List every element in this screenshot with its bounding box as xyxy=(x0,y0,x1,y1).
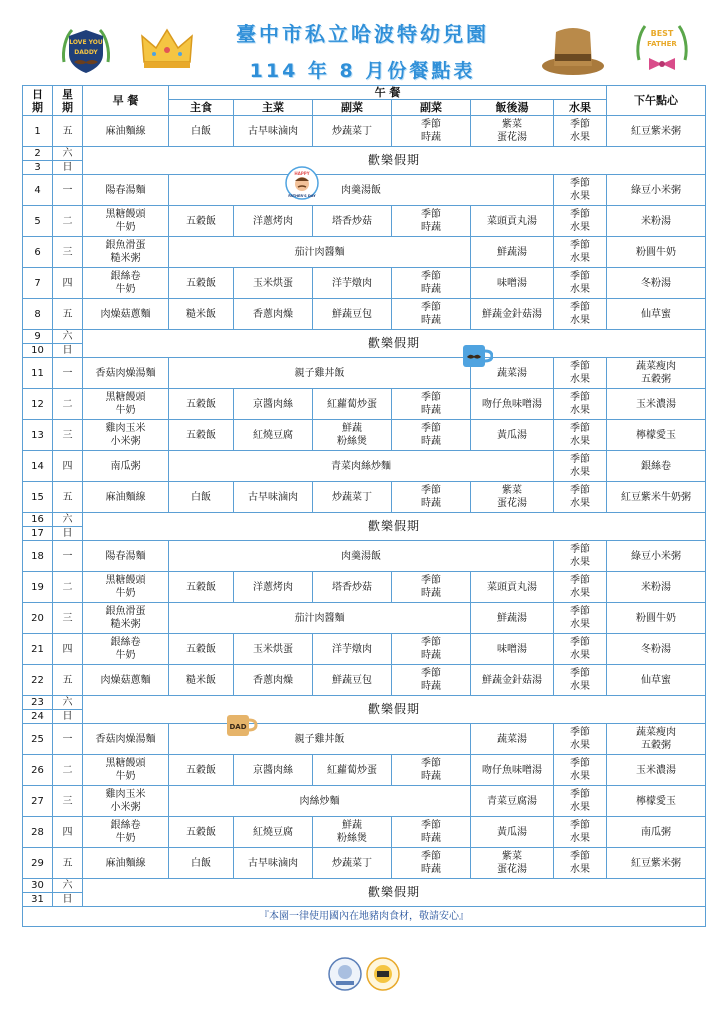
weekday-cell: 一 xyxy=(53,358,83,389)
holiday-row xyxy=(23,147,706,161)
side-dish-cell: 塔香炒菇 xyxy=(313,572,392,603)
snack-cell: 玉米濃湯 xyxy=(607,389,706,420)
side-dish-cell: 炒蔬菜丁 xyxy=(313,116,392,147)
soup-cell: 青菜豆腐湯 xyxy=(471,786,554,817)
lunch-combined-cell: 肉羹湯飯 xyxy=(169,175,554,206)
soup-cell: 鮮蔬湯 xyxy=(471,237,554,268)
breakfast-cell: 銀魚滑蛋 糙米粥 xyxy=(83,237,169,268)
date-cell: 24 xyxy=(23,710,53,724)
date-cell: 10 xyxy=(23,344,53,358)
snack-cell: 綠豆小米粥 xyxy=(607,541,706,572)
page-title: 114 年 8 月份餐點表 xyxy=(249,60,476,82)
meal-row xyxy=(23,206,706,237)
weekday-cell: 三 xyxy=(53,786,83,817)
fruit-cell: 季節 水果 xyxy=(554,724,607,755)
weekday-cell: 五 xyxy=(53,665,83,696)
soup-cell: 黃瓜湯 xyxy=(471,420,554,451)
lunch-combined-cell: 青菜肉絲炒麵 xyxy=(169,451,554,482)
meal-row xyxy=(23,572,706,603)
snack-cell: 玉米濃湯 xyxy=(607,755,706,786)
svg-text:DAD: DAD xyxy=(229,723,247,731)
fruit-cell: 季節 水果 xyxy=(554,603,607,634)
side-dish-cell: 紅蘿蔔炒蛋 xyxy=(313,389,392,420)
date-cell: 20 xyxy=(23,603,53,634)
school-name: 臺中市私立哈波特幼兒園 xyxy=(236,22,489,46)
fruit-cell: 季節 水果 xyxy=(554,665,607,696)
side-dish-cell: 炒蔬菜丁 xyxy=(313,482,392,513)
date-cell: 27 xyxy=(23,786,53,817)
fruit-cell: 季節 水果 xyxy=(554,420,607,451)
quality-seal-icon xyxy=(366,957,400,991)
side-dish-cell: 鮮蔬 粉絲煲 xyxy=(313,817,392,848)
fruit-cell: 季節 水果 xyxy=(554,817,607,848)
staple-header: 主食 xyxy=(169,100,234,116)
fruit-cell: 季節 水果 xyxy=(554,786,607,817)
weekday-cell: 二 xyxy=(53,389,83,420)
footer-note: 『本園一律使用國內在地豬肉食材，敬請安心』 xyxy=(23,907,706,927)
weekday-cell: 日 xyxy=(53,344,83,358)
date-cell: 22 xyxy=(23,665,53,696)
weekday-cell: 日 xyxy=(53,161,83,175)
svg-text:DADDY: DADDY xyxy=(74,49,98,56)
snack-cell: 檸檬愛玉 xyxy=(607,420,706,451)
fruit-cell: 季節 水果 xyxy=(554,237,607,268)
breakfast-cell: 麻油麵線 xyxy=(83,482,169,513)
weekday-cell: 二 xyxy=(53,572,83,603)
side-dish-cell: 紅蘿蔔炒蛋 xyxy=(313,755,392,786)
fruit-cell: 季節 水果 xyxy=(554,634,607,665)
weekday-cell: 四 xyxy=(53,634,83,665)
main-dish-cell: 香蔥肉燥 xyxy=(234,665,313,696)
soup-cell: 鮮蔬湯 xyxy=(471,603,554,634)
main-dish-cell: 香蔥肉燥 xyxy=(234,299,313,330)
staple-cell: 五穀飯 xyxy=(169,389,234,420)
weekday-cell: 六 xyxy=(53,147,83,161)
date-cell: 18 xyxy=(23,541,53,572)
meal-row xyxy=(23,299,706,330)
side-dish-cell: 鮮蔬 粉絲煲 xyxy=(313,420,392,451)
main-dish-cell: 京醬肉絲 xyxy=(234,755,313,786)
meal-row xyxy=(23,116,706,147)
side-dish-2-cell: 季節 時蔬 xyxy=(392,116,471,147)
date-cell: 8 xyxy=(23,299,53,330)
meal-row xyxy=(23,634,706,665)
soup-cell: 吻仔魚味噌湯 xyxy=(471,755,554,786)
snack-header: 下午點心 xyxy=(607,86,706,116)
staple-cell: 白飯 xyxy=(169,482,234,513)
fruit-cell: 季節 水果 xyxy=(554,482,607,513)
meal-row xyxy=(23,541,706,572)
snack-cell: 蔬菜瘦肉 五穀粥 xyxy=(607,358,706,389)
weekday-cell: 六 xyxy=(53,330,83,344)
snack-cell: 紅豆紫米粥 xyxy=(607,848,706,879)
meal-row xyxy=(23,724,706,755)
date-cell: 7 xyxy=(23,268,53,299)
date-cell: 13 xyxy=(23,420,53,451)
meal-table xyxy=(22,85,706,927)
breakfast-cell: 銀絲卷 牛奶 xyxy=(83,634,169,665)
main-dish-cell: 玉米烘蛋 xyxy=(234,268,313,299)
holiday-row xyxy=(23,879,706,893)
date-cell: 16 xyxy=(23,513,53,527)
soup-cell: 味噌湯 xyxy=(471,268,554,299)
meal-row xyxy=(23,755,706,786)
breakfast-cell: 銀絲卷 牛奶 xyxy=(83,268,169,299)
soup-cell: 菜頭貢丸湯 xyxy=(471,572,554,603)
date-cell: 30 xyxy=(23,879,53,893)
main-dish-cell: 紅燒豆腐 xyxy=(234,420,313,451)
main-dish-cell: 古早味滷肉 xyxy=(234,848,313,879)
date-cell: 23 xyxy=(23,696,53,710)
date-cell: 1 xyxy=(23,116,53,147)
weekday-cell: 日 xyxy=(53,710,83,724)
breakfast-cell: 黑糖饅頭 牛奶 xyxy=(83,206,169,237)
date-cell: 15 xyxy=(23,482,53,513)
snack-cell: 綠豆小米粥 xyxy=(607,175,706,206)
meal-row xyxy=(23,451,706,482)
meal-row xyxy=(23,603,706,634)
soup-cell: 吻仔魚味噌湯 xyxy=(471,389,554,420)
snack-cell: 仙草蜜 xyxy=(607,299,706,330)
main-dish-cell: 京醬肉絲 xyxy=(234,389,313,420)
date-cell: 11 xyxy=(23,358,53,389)
side-dish-2-cell: 季節 時蔬 xyxy=(392,299,471,330)
fruit-cell: 季節 水果 xyxy=(554,541,607,572)
holiday-label: 歡樂假期 xyxy=(83,330,706,358)
breakfast-cell: 香菇肉燥湯麵 xyxy=(83,724,169,755)
snack-cell: 仙草蜜 xyxy=(607,665,706,696)
meal-table-body xyxy=(23,116,706,907)
breakfast-cell: 雞肉玉米 小米粥 xyxy=(83,786,169,817)
lunch-combined-cell: 親子雞丼飯 xyxy=(169,724,471,755)
breakfast-cell: 銀絲卷 牛奶 xyxy=(83,817,169,848)
snack-cell: 冬粉湯 xyxy=(607,268,706,299)
staple-cell: 五穀飯 xyxy=(169,572,234,603)
breakfast-cell: 陽春湯麵 xyxy=(83,541,169,572)
side-dish-2-cell: 季節 時蔬 xyxy=(392,268,471,299)
breakfast-cell: 南瓜粥 xyxy=(83,451,169,482)
lunch-combined-cell: 肉絲炒麵 xyxy=(169,786,471,817)
main-dish-header: 主菜 xyxy=(234,100,313,116)
date-cell: 6 xyxy=(23,237,53,268)
weekday-cell: 五 xyxy=(53,116,83,147)
weekday-cell: 三 xyxy=(53,420,83,451)
staple-cell: 五穀飯 xyxy=(169,420,234,451)
main-dish-cell: 古早味滷肉 xyxy=(234,116,313,147)
weekday-cell: 一 xyxy=(53,175,83,206)
breakfast-cell: 麻油麵線 xyxy=(83,116,169,147)
svg-text:FATHER: FATHER xyxy=(647,40,677,48)
svg-text:BEST: BEST xyxy=(650,29,674,38)
hat-icon xyxy=(540,22,606,78)
meal-row xyxy=(23,237,706,268)
snack-cell: 粉圓牛奶 xyxy=(607,603,706,634)
weekday-cell: 日 xyxy=(53,893,83,907)
staple-cell: 糙米飯 xyxy=(169,665,234,696)
certification-seal-icon xyxy=(328,957,362,991)
fruit-cell: 季節 水果 xyxy=(554,451,607,482)
date-cell: 9 xyxy=(23,330,53,344)
soup-cell: 鮮蔬金針菇湯 xyxy=(471,299,554,330)
main-dish-cell: 古早味滷肉 xyxy=(234,482,313,513)
breakfast-cell: 肉燥菇蔥麵 xyxy=(83,665,169,696)
side-dish-cell: 洋芋燉肉 xyxy=(313,268,392,299)
breakfast-cell: 銀魚滑蛋 糙米粥 xyxy=(83,603,169,634)
date-cell: 3 xyxy=(23,161,53,175)
soup-header: 飯後湯 xyxy=(471,100,554,116)
weekday-cell: 五 xyxy=(53,299,83,330)
breakfast-cell: 黑糖饅頭 牛奶 xyxy=(83,572,169,603)
soup-cell: 黃瓜湯 xyxy=(471,817,554,848)
staple-cell: 白飯 xyxy=(169,848,234,879)
side-dish-cell: 炒蔬菜丁 xyxy=(313,848,392,879)
soup-cell: 紫菜 蛋花湯 xyxy=(471,482,554,513)
meal-row xyxy=(23,175,706,206)
soup-cell: 蔬菜湯 xyxy=(471,724,554,755)
fruit-cell: 季節 水果 xyxy=(554,755,607,786)
staple-cell: 五穀飯 xyxy=(169,206,234,237)
fruit-cell: 季節 水果 xyxy=(554,848,607,879)
weekday-cell: 一 xyxy=(53,541,83,572)
fathers-day-sticker-icon xyxy=(285,166,319,200)
side-dish-2-cell: 季節 時蔬 xyxy=(392,665,471,696)
snack-cell: 冬粉湯 xyxy=(607,634,706,665)
page-header xyxy=(0,0,725,84)
lunch-combined-cell: 親子雞丼飯 xyxy=(169,358,471,389)
holiday-row xyxy=(23,330,706,344)
side-dish-2-cell: 季節 時蔬 xyxy=(392,572,471,603)
holiday-row xyxy=(23,696,706,710)
weekday-cell: 五 xyxy=(53,848,83,879)
main-dish-cell: 洋蔥烤肉 xyxy=(234,206,313,237)
weekday-cell: 六 xyxy=(53,696,83,710)
date-cell: 12 xyxy=(23,389,53,420)
holiday-label: 歡樂假期 xyxy=(83,879,706,907)
mustache-mug-icon xyxy=(459,343,493,369)
snack-cell: 米粉湯 xyxy=(607,206,706,237)
weekday-header: 星 期 xyxy=(53,86,83,116)
fruit-cell: 季節 水果 xyxy=(554,299,607,330)
meal-row xyxy=(23,268,706,299)
breakfast-cell: 黑糖饅頭 牛奶 xyxy=(83,755,169,786)
date-cell: 19 xyxy=(23,572,53,603)
fruit-cell: 季節 水果 xyxy=(554,389,607,420)
weekday-cell: 五 xyxy=(53,482,83,513)
breakfast-header: 早 餐 xyxy=(83,86,169,116)
breakfast-cell: 黑糖饅頭 牛奶 xyxy=(83,389,169,420)
side-dish-2-cell: 季節 時蔬 xyxy=(392,482,471,513)
fruit-header: 水果 xyxy=(554,100,607,116)
lunch-combined-cell: 肉羹湯飯 xyxy=(169,541,554,572)
snack-cell: 銀絲卷 xyxy=(607,451,706,482)
fruit-cell: 季節 水果 xyxy=(554,175,607,206)
side-dish-2-cell: 季節 時蔬 xyxy=(392,389,471,420)
soup-cell: 紫菜 蛋花湯 xyxy=(471,848,554,879)
staple-cell: 五穀飯 xyxy=(169,634,234,665)
meal-row xyxy=(23,420,706,451)
holiday-label: 歡樂假期 xyxy=(83,513,706,541)
meal-row xyxy=(23,665,706,696)
weekday-cell: 六 xyxy=(53,513,83,527)
main-dish-cell: 紅燒豆腐 xyxy=(234,817,313,848)
breakfast-cell: 雞肉玉米 小米粥 xyxy=(83,420,169,451)
snack-cell: 紅豆紫米粥 xyxy=(607,116,706,147)
snack-cell: 南瓜粥 xyxy=(607,817,706,848)
side-dish-2-header: 副菜 xyxy=(392,100,471,116)
date-cell: 14 xyxy=(23,451,53,482)
snack-cell: 蔬菜瘦肉 五穀粥 xyxy=(607,724,706,755)
date-header: 日 期 xyxy=(23,86,53,116)
breakfast-cell: 肉燥菇蔥麵 xyxy=(83,299,169,330)
side-dish-2-cell: 季節 時蔬 xyxy=(392,420,471,451)
date-cell: 4 xyxy=(23,175,53,206)
fruit-cell: 季節 水果 xyxy=(554,572,607,603)
meal-row xyxy=(23,817,706,848)
side-dish-2-cell: 季節 時蔬 xyxy=(392,206,471,237)
weekday-cell: 二 xyxy=(53,755,83,786)
date-cell: 31 xyxy=(23,893,53,907)
svg-text:LOVE YOU: LOVE YOU xyxy=(69,39,103,46)
dad-mug-icon xyxy=(224,712,258,738)
meal-row xyxy=(23,389,706,420)
svg-text:HAPPY: HAPPY xyxy=(294,171,310,176)
meal-row xyxy=(23,786,706,817)
breakfast-cell: 香菇肉燥湯麵 xyxy=(83,358,169,389)
soup-cell: 菜頭貢丸湯 xyxy=(471,206,554,237)
soup-cell: 味噌湯 xyxy=(471,634,554,665)
weekday-cell: 四 xyxy=(53,268,83,299)
snack-cell: 紅豆紫米牛奶粥 xyxy=(607,482,706,513)
holiday-row xyxy=(23,513,706,527)
snack-cell: 米粉湯 xyxy=(607,572,706,603)
side-dish-cell: 鮮蔬豆包 xyxy=(313,665,392,696)
weekday-cell: 三 xyxy=(53,603,83,634)
svg-text:FATHER'S DAY: FATHER'S DAY xyxy=(288,194,316,198)
snack-cell: 檸檬愛玉 xyxy=(607,786,706,817)
side-dish-2-cell: 季節 時蔬 xyxy=(392,817,471,848)
main-dish-cell: 洋蔥烤肉 xyxy=(234,572,313,603)
date-cell: 2 xyxy=(23,147,53,161)
meal-row xyxy=(23,358,706,389)
date-cell: 28 xyxy=(23,817,53,848)
side-dish-2-cell: 季節 時蔬 xyxy=(392,634,471,665)
staple-cell: 五穀飯 xyxy=(169,268,234,299)
meal-row xyxy=(23,848,706,879)
weekday-cell: 六 xyxy=(53,879,83,893)
holiday-label: 歡樂假期 xyxy=(83,696,706,724)
weekday-cell: 三 xyxy=(53,237,83,268)
staple-cell: 白飯 xyxy=(169,116,234,147)
staple-cell: 糙米飯 xyxy=(169,299,234,330)
date-cell: 5 xyxy=(23,206,53,237)
weekday-cell: 二 xyxy=(53,206,83,237)
date-cell: 17 xyxy=(23,527,53,541)
fruit-cell: 季節 水果 xyxy=(554,358,607,389)
snack-cell: 粉圓牛奶 xyxy=(607,237,706,268)
fruit-cell: 季節 水果 xyxy=(554,206,607,237)
meal-row xyxy=(23,482,706,513)
best-father-badge-icon xyxy=(633,18,691,78)
fruit-cell: 季節 水果 xyxy=(554,268,607,299)
side-dish-2-cell: 季節 時蔬 xyxy=(392,755,471,786)
side-dish-header: 副菜 xyxy=(313,100,392,116)
fruit-cell: 季節 水果 xyxy=(554,116,607,147)
weekday-cell: 四 xyxy=(53,817,83,848)
main-dish-cell: 玉米烘蛋 xyxy=(234,634,313,665)
weekday-cell: 一 xyxy=(53,724,83,755)
soup-cell: 鮮蔬金針菇湯 xyxy=(471,665,554,696)
breakfast-cell: 麻油麵線 xyxy=(83,848,169,879)
staple-cell: 五穀飯 xyxy=(169,817,234,848)
soup-cell: 蔬菜湯 xyxy=(471,358,554,389)
date-cell: 25 xyxy=(23,724,53,755)
holiday-label: 歡樂假期 xyxy=(83,147,706,175)
lunch-combined-cell: 茄汁肉醬麵 xyxy=(169,237,471,268)
soup-cell: 紫菜 蛋花湯 xyxy=(471,116,554,147)
weekday-cell: 四 xyxy=(53,451,83,482)
weekday-cell: 日 xyxy=(53,527,83,541)
side-dish-cell: 塔香炒菇 xyxy=(313,206,392,237)
side-dish-2-cell: 季節 時蔬 xyxy=(392,848,471,879)
date-cell: 26 xyxy=(23,755,53,786)
breakfast-cell: 陽春湯麵 xyxy=(83,175,169,206)
side-dish-cell: 洋芋燉肉 xyxy=(313,634,392,665)
staple-cell: 五穀飯 xyxy=(169,755,234,786)
lunch-header: 午 餐 xyxy=(169,86,607,100)
date-cell: 21 xyxy=(23,634,53,665)
lunch-combined-cell: 茄汁肉醬麵 xyxy=(169,603,471,634)
date-cell: 29 xyxy=(23,848,53,879)
side-dish-cell: 鮮蔬豆包 xyxy=(313,299,392,330)
